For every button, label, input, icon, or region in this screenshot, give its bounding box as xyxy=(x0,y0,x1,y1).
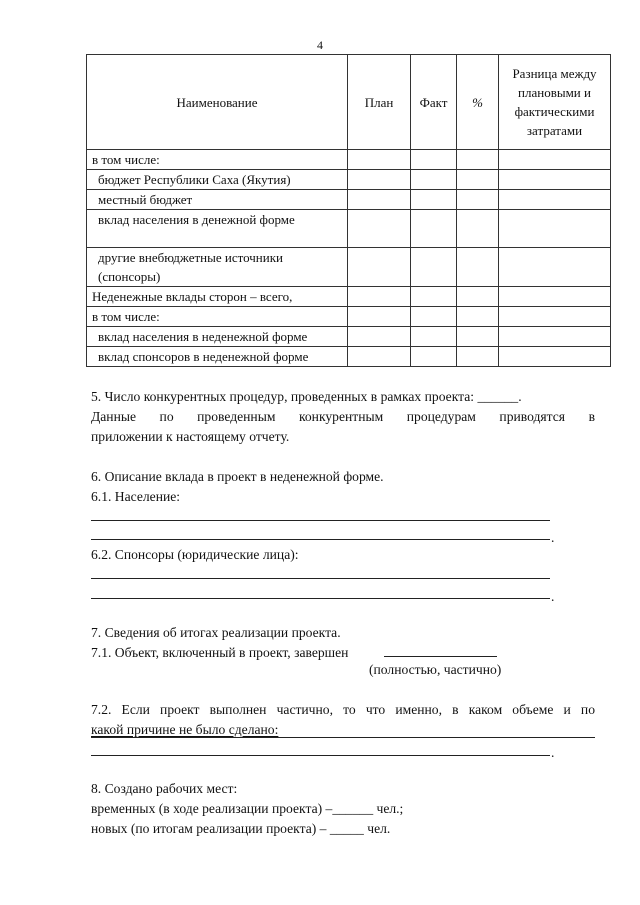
plan-cell xyxy=(348,287,411,307)
section-6-title: 6. Описание вклада в проект в неденежной форме. xyxy=(91,469,384,484)
funding-table xyxy=(86,54,611,367)
fact-cell xyxy=(411,170,457,190)
percent-cell xyxy=(457,170,499,190)
population-line-1[interactable] xyxy=(91,520,550,521)
section-8-title: 8. Создано рабочих мест: xyxy=(91,781,238,796)
percent-cell xyxy=(457,327,499,347)
row-label: местный бюджет xyxy=(87,190,348,210)
plan-cell xyxy=(348,307,411,327)
section-5 xyxy=(91,387,595,447)
table-row xyxy=(87,150,611,170)
page-number: 4 xyxy=(317,38,323,52)
section-6-1-label: 6.1. Население: xyxy=(91,489,181,504)
plan-cell xyxy=(348,248,411,287)
section-5-line-2: Данные по проведенным конкурентным процедурам приводятся в xyxy=(91,409,595,424)
table-row xyxy=(87,170,611,190)
percent-cell xyxy=(457,150,499,170)
incomplete-reason-line-2[interactable] xyxy=(91,755,550,756)
temporary-jobs-line: временных (в ходе реализации проекта) –______ чел.; xyxy=(91,801,404,816)
percent-cell xyxy=(457,347,499,367)
fact-cell xyxy=(411,347,457,367)
fact-cell xyxy=(411,287,457,307)
completion-status-hint: (полностью, частично) xyxy=(369,662,502,677)
table-row xyxy=(87,210,611,248)
difference-cell xyxy=(499,347,611,367)
difference-cell xyxy=(499,170,611,190)
row-label: Неденежные вклады сторон – всего, xyxy=(87,287,348,307)
table-row xyxy=(87,190,611,210)
table-row xyxy=(87,307,611,327)
section-6-2-label: 6.2. Спонсоры (юридические лица): xyxy=(91,547,299,562)
section-7-1-label: 7.1. Объект, включенный в проект, завершен xyxy=(91,645,349,660)
header-fact: Факт xyxy=(411,55,457,150)
fact-cell xyxy=(411,248,457,287)
row-label: бюджет Республики Саха (Якутия) xyxy=(87,170,348,190)
header-name: Наименование xyxy=(87,55,348,150)
difference-cell xyxy=(499,150,611,170)
difference-cell xyxy=(499,307,611,327)
section-7-2-line-1: 7.2. Если проект выполнен частично, то что именно, в каком объеме и по xyxy=(91,702,595,717)
plan-cell xyxy=(348,190,411,210)
difference-cell xyxy=(499,210,611,248)
fact-cell xyxy=(411,327,457,347)
table-row xyxy=(87,347,611,367)
new-jobs-line: новых (по итогам реализации проекта) – _____ чел. xyxy=(91,821,391,836)
population-line-2[interactable] xyxy=(91,539,550,540)
end-period: . xyxy=(551,589,555,604)
difference-cell xyxy=(499,327,611,347)
section-7-2-line-2-text: какой причине не было сделано: xyxy=(91,722,279,737)
header-percent: % xyxy=(457,55,499,150)
difference-cell xyxy=(499,248,611,287)
section-5-line-1: 5. Число конкурентных процедур, проведенных в рамках проекта: ______. xyxy=(91,389,522,404)
end-period: . xyxy=(551,530,555,545)
row-label: вклад населения в денежной форме xyxy=(87,210,348,248)
row-label: в том числе: xyxy=(87,150,348,170)
table-row xyxy=(87,248,611,287)
end-period: . xyxy=(551,745,555,760)
plan-cell xyxy=(348,170,411,190)
percent-cell xyxy=(457,248,499,287)
table-row xyxy=(87,287,611,307)
sponsors-line-1[interactable] xyxy=(91,578,550,579)
fact-cell xyxy=(411,210,457,248)
plan-cell xyxy=(348,347,411,367)
row-label: вклад населения в неденежной форме xyxy=(87,327,348,347)
percent-cell xyxy=(457,190,499,210)
header-difference: Разница между плановыми и фактическими затратами xyxy=(499,55,611,150)
section-5-line-3: приложении к настоящему отчету. xyxy=(91,429,290,444)
fact-cell xyxy=(411,307,457,327)
difference-cell xyxy=(499,190,611,210)
percent-cell xyxy=(457,307,499,327)
sponsors-line-2[interactable] xyxy=(91,598,550,599)
percent-cell xyxy=(457,210,499,248)
plan-cell xyxy=(348,210,411,248)
table-header-row xyxy=(87,55,611,150)
incomplete-reason-line-1[interactable] xyxy=(91,737,595,738)
row-label: другие внебюджетные источники (спонсоры) xyxy=(87,248,348,287)
plan-cell xyxy=(348,150,411,170)
plan-cell xyxy=(348,327,411,347)
header-plan: План xyxy=(348,55,411,150)
percent-cell xyxy=(457,287,499,307)
difference-cell xyxy=(499,287,611,307)
section-7-title: 7. Сведения об итогах реализации проекта. xyxy=(91,625,341,640)
completion-status-field[interactable] xyxy=(384,656,497,657)
fact-cell xyxy=(411,150,457,170)
row-label: вклад спонсоров в неденежной форме xyxy=(87,347,348,367)
table-row xyxy=(87,327,611,347)
row-label: в том числе: xyxy=(87,307,348,327)
fact-cell xyxy=(411,190,457,210)
